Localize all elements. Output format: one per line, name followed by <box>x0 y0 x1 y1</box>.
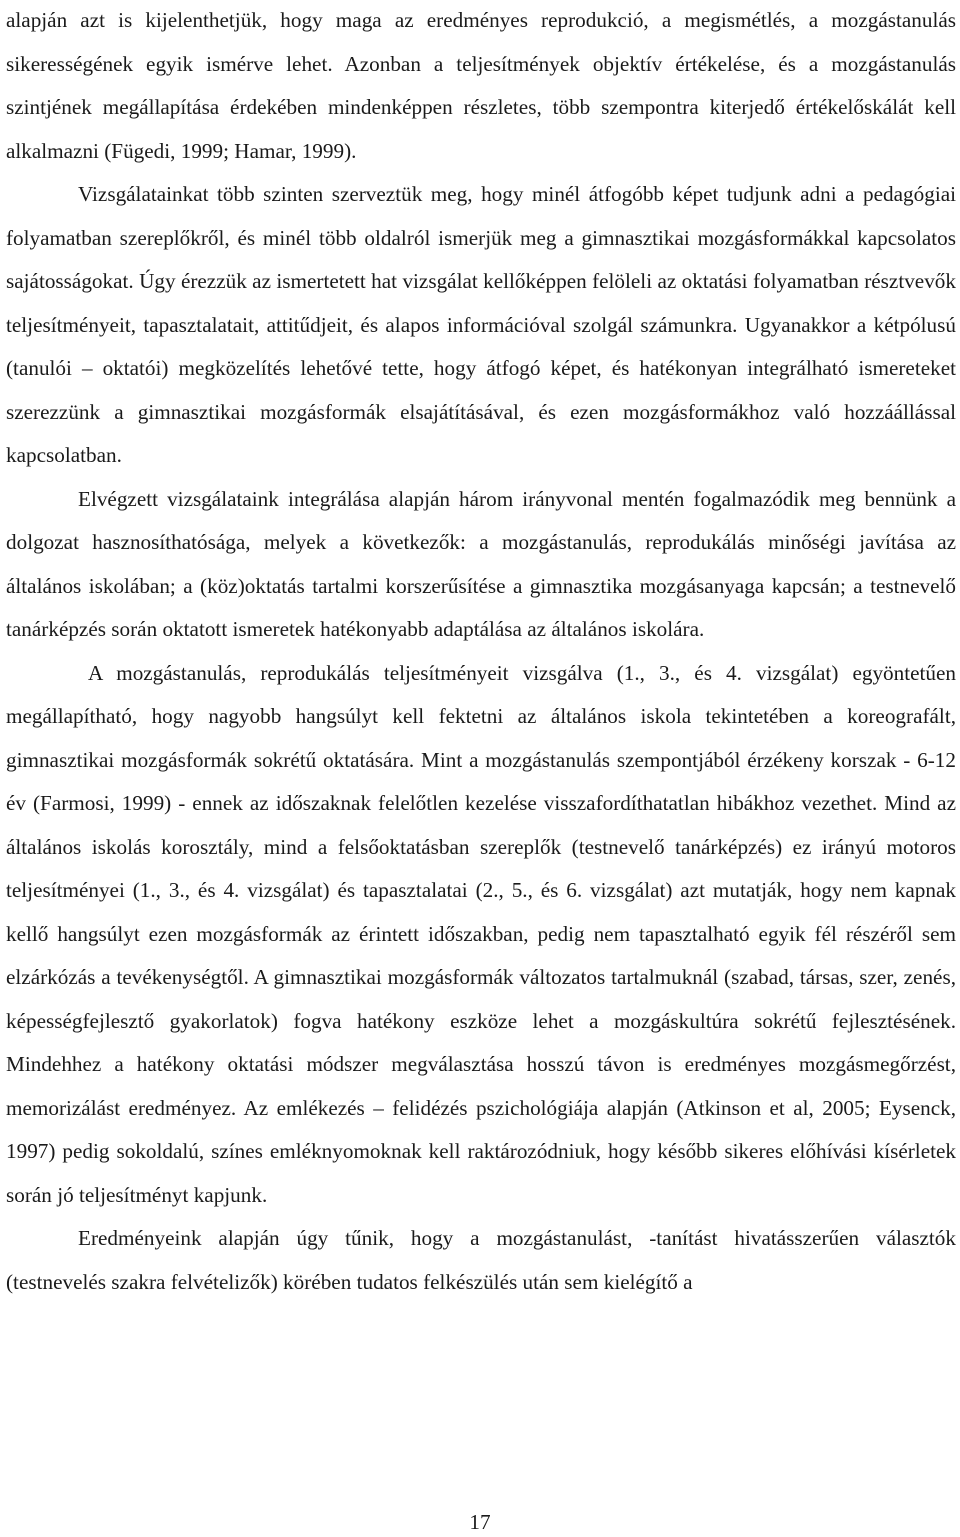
paragraph-5: Eredményeink alapján úgy tűnik, hogy a mozgástanulást, -tanítást hivatásszerűen választók (testnevelés szakra felvételizők) körében tudatos felkészülés után sem kielégítő a <box>6 1226 956 1294</box>
paragraph-2: Vizsgálatainkat több szinten szerveztük meg, hogy minél átfogóbb képet tudjunk adni a pedagógiai folyamatban szereplőkről, és minél több oldalról ismerjük meg a gimnasztikai mozgásformákkal kapcsolatos sajátosságokat. Úgy érezzük az ismertetett hat vizsgálat kellőképpen felöleli az oktatási folyamatban résztvevők teljesítményeit, tapasztalatait, attitűdjeit, és alapos információval szolgál számunkra. Ugyanakkor a kétpólusú (tanulói – oktatói) megközelítés lehetővé tette, hogy átfogó képet, és hatékonyan integrálható ismereteket szerezzünk a gimnasztikai mozgásformák elsajátításával, és ezen mozgásformákhoz való hozzáállással kapcsolatban. <box>6 182 956 467</box>
page-number: 17 <box>469 1510 491 1534</box>
paragraph-4: A mozgástanulás, reprodukálás teljesítményeit vizsgálva (1., 3., és 4. vizsgálat) egyöntetűen megállapítható, hogy nagyobb hangsúlyt kell fektetni az általános iskola tekintetében a koreografált, gimnasztikai mozgásformák sokrétű oktatására. Mint a mozgástanulás szempontjából érzékeny korszak - 6-12 év (Farmosi, 1999) - ennek az időszaknak felelőtlen kezelése visszafordíthatatlan hibákhoz vezethet. Mind az általános iskolás korosztály, mind a felsőoktatásban szereplők (testnevelő tanárképzés) ez irányú motoros teljesítményei (1., 3., és 4. vizsgálat) és tapasztalatai (2., 5., és 6. vizsgálat) azt mutatják, hogy nem kapnak kellő hangsúlyt ezen mozgásformák az érintett időszakban, pedig nem tapasztalható egyik fél részéről sem elzárkózás a tevékenységtől. A gimnasztikai mozgásformák változatos tartalmuknál (szabad, társas, szer, zenés, képességfejlesztő gyakorlatok) fogva hatékony eszköze lehet a mozgáskultúra sokrétű fejlesztésének. Mindehhez a hatékony oktatási módszer megválasztása hosszú távon is eredményes mozgásmegőrzést, memorizálást eredményez. Az emlékezés – felidézés pszichológiája alapján (Atkinson et al, 2005; Eysenck, 1997) pedig sokoldalú, színes emléknyomoknak kell raktározódniuk, hogy később sikeres előhívási kísérletek során jó teljesítményt kapjunk. <box>6 660 956 1207</box>
paragraph-3: Elvégzett vizsgálataink integrálása alapján három irányvonal mentén fogalmazódik meg bennünk a dolgozat hasznosíthatósága, melyek a következők: a mozgástanulás, reprodukálás minőségi javítása az általános iskolában; a (köz)oktatás tartalmi korszerűsítése a gimnasztika mozgásanyaga kapcsán; a testnevelő tanárképzés során oktatott ismeretek hatékonyabb adaptálása az általános iskolára. <box>6 486 956 641</box>
document-page <box>6 0 956 1304</box>
paragraph-1: alapján azt is kijelenthetjük, hogy maga az eredményes reprodukció, a megismétlés, a mozgástanulás sikerességének egyik ismérve lehet. Azonban a teljesítmények objektív értékelése, és a mozgástanulás szintjének megállapítása érdekében mindenképpen részletes, több szempontra kiterjedő értékelőskálát kell alkalmazni (Fügedi, 1999; Hamar, 1999). <box>6 8 956 163</box>
